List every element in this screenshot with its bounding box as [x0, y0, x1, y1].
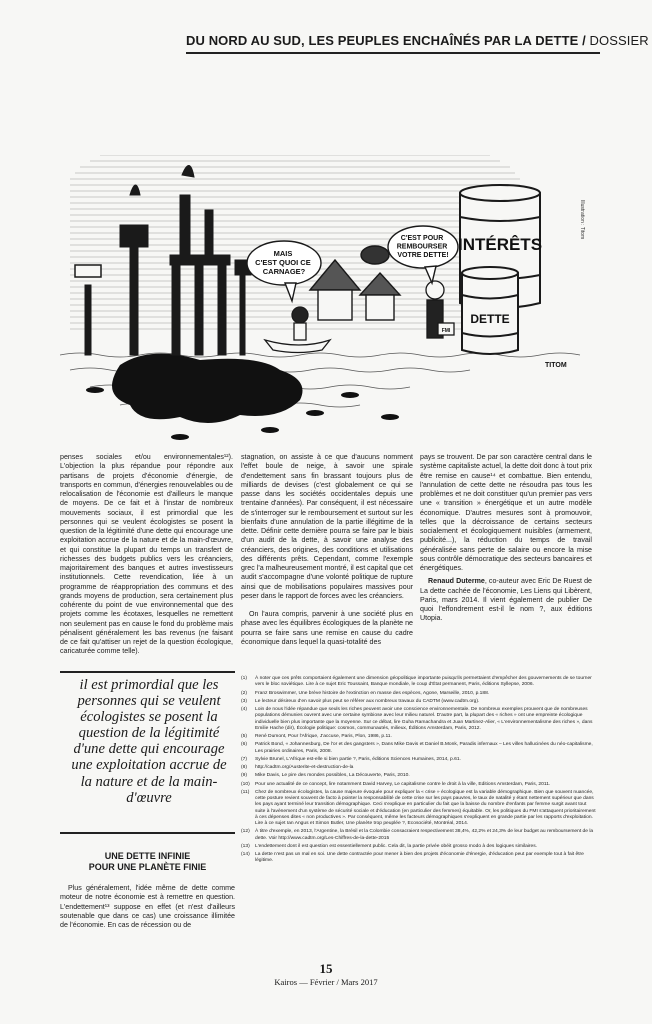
footnote: (6) Patrick Bond, « Johannesburg, De l'or et des gangsters », Dans Mike Davis et Daniel B.Monk, Paradis infernaux – Les villes hallucinées du néo-capitalisme, Les prairies ordinaires, Paris, 2008. [241, 742, 593, 754]
subheading-line-1: UNE DETTE INFINIE [104, 851, 191, 861]
footnotes [241, 676, 596, 867]
pullquote-rule-top [60, 671, 235, 673]
paragraph: Plus généralement, l'idée même de dette comme moteur de notre économie est à remettre en question. L'endettement¹³ suppose en effet (et n'est d'ailleurs soutenable que dans ce cas) une croissance illimitée de l'économie. En cas de récession ou de [60, 884, 235, 929]
article-column-2 [241, 453, 413, 647]
subheading-line-2: POUR UNE PLANÈTE FINIE [88, 862, 207, 872]
article-column-3 [420, 453, 592, 624]
illustration-credit: Illustration : Titom [579, 200, 585, 240]
header-section: DOSSIER [589, 33, 649, 48]
footnote: (8) http://cadtm.org/Austerite-et-destruction-de-la [241, 765, 354, 771]
paragraph: stagnation, on assiste à ce que d'aucuns nomment l'effet boule de neige, à savoir une spirale d'endettement sans fin brassant toujours plus de milliards de devises (c'est globalement ce qui se passe dans les sociétés occidentales depuis une trentaine d'années). Par conséquent, il est nécessaire de s'interroger sur le remboursement et surtout sur les bienfaits d'une annulation de la partie illégitime de la dette. Définir cette dernière pourra se faire par le biais d'un audit de la dette, à savoir une analyse des créanciers, des origines, des conditions et utilisations des différents prêts. Cependant, comme l'exemple grec l'a malheureusement montré, il est capital que cet audit s'accompagne d'une volonté politique de rupture ainsi que de mobilisations populaires massives pour peser dans le rapport de forces avec les créanciers. [241, 453, 413, 600]
page-footer: Kairos — Février / Mars 2017 [274, 977, 378, 987]
cartoon-illustration [60, 155, 590, 445]
author-signature [420, 577, 592, 623]
footnote: (1) À noter que ces prêts comportaient également une dimension géopolitique importante puisqu'ils permettaient d'empêcher des gouvernements de se tourner vers le bloc soviétique. Lire à ce sujet Eric Toussaint, Banque mondiale, le coup d'État permanent, Paris, éditions Syllepse, 2006. [241, 676, 592, 688]
author-name: Renaud Duterme [428, 577, 485, 586]
footnote: (10) Pour une actualité de ce concept, lire notamment David Harvey, Le capitalisme contre le droit à la ville, Editions Amsterdam, Paris, 2011. [241, 781, 551, 787]
paragraph: pays se trouvent. De par son caractère central dans le système capitaliste actuel, la dette doit donc à tout prix être remise en cause¹⁴ et combattue. Bien entendu, l'annulation de cette dette ne résoudra pas tous les problèmes et ne doit constituer qu'un premier pas vers une « transition » énergétique et un autre modèle économique. D'autres mesures sont à promouvoir, telles que la décroissance de certains secteurs socialement et écologiquement nuisibles (armement, publicité...), la réduction du temps de travail généralisée sans perte de salaire ou encore la mise sous contrôle démocratique des secteurs bancaires et énergétiques. [420, 453, 592, 572]
paragraph: penses sociales et/ou environnementales¹²). L'objection la plus répandue pour répondre aux partisans de projets d'économie d'énergie, de transports en commun, d'énergies renouvelables ou de relocalisation de l'économie est d'ailleurs le manque de moyens. De ce fait et à l'instar de nombreux mouvements sociaux, il est primordial que les personnes qui se veulent écologistes se posent la question de la légitimité d'une dette qui encourage une exploitation accrue de la nature et de la main-d'œuvre, et qui constitue la plupart du temps un transfert de richesses des budgets publics vers les créanciers, majoritairement des banques et autres investisseurs institutionnels. Cette revendication, liée à un programme de réappropriation des communs et des grands moyens de production, sera certainement plus cohérente du point de vue environnemental que des projets comme les écotaxes, lesquelles ne remettent non seulement pas en cause le fond du problème mais pénalisent généralement les bas revenus (ne faisant de ce fait qu'attiser un rejet de la question écologique, caricaturée comme telle). [60, 453, 233, 656]
pullquote: il est primordial que les personnes qui se veulent écologistes se posent la question de la légitimité d'une dette qui encourage une exploitation accrue de la nature et de la main-d'œuvre [71, 677, 227, 806]
footnote: (2) Franz Broswimmer, Une brève histoire de l'extinction en masse des espèces, Agone, Marseille, 2010, p.188. [241, 690, 490, 696]
header-separator: / [578, 33, 590, 48]
section-subheading [60, 851, 235, 873]
article-column-1-continued [60, 884, 235, 930]
paragraph: On l'aura compris, parvenir à une société plus en phase avec les équilibres écologiques de la planète ne pourra se faire sans une remise en cause du cadre économique dans lequel la quasi-totalité des [241, 610, 413, 646]
header-rule [186, 52, 600, 54]
footnote: (7) Sylvie Brunel, L'Afrique est-elle si bien partie ?, Paris, éditions Sciences Humaines, 2014, p.61. [241, 756, 461, 762]
page-number: 15 [319, 961, 333, 976]
footnote: (13) L'endettement dont il est question est essentiellement public. Cela dit, la partie privée obéit grosso modo à des logiques similaires. [241, 843, 538, 849]
barrel-dette-label: DETTE [470, 312, 510, 326]
oil-rigs [75, 165, 251, 355]
barrel-interets-label: INTÉRÊTS [457, 235, 543, 254]
running-header [186, 33, 649, 48]
artist-signature: TITOM [545, 362, 567, 369]
footnote: (12) À titre d'exemple, en 2013, l'Argentine, la Brésil et la Colombie consacraient respectivement 38,4%, 42,2% et 24,3% de leur budget au remboursement de la dette. Voir http://www.cadtm.org/Les-Chiffres-de-la-dette-2015 [241, 829, 594, 841]
speech-bubble-right-text: C'EST POUR REMBOURSER VOTRE DETTE! [396, 235, 449, 259]
fmi-bag-label: FMI [441, 328, 451, 334]
barrel-dette [462, 267, 518, 354]
author-bio: , co-auteur avec Eric De Ruest de La dette cachée de l'économie, Les Liens qui Libèrent, Paris, mars 2014. Il vient également de publier De quoi l'effondrement est-il le nom ?, aux éditions Utopia. [420, 577, 592, 623]
header-title: DU NORD AU SUD, LES PEUPLES ENCHAÎNÉS PAR LA DETTE [186, 33, 579, 48]
footnote: (3) Le lecteur désireux d'en savoir plus peut se référer aux nombreux travaux du CADTM (www.cadtm.org). [241, 698, 480, 704]
oil-spill [112, 354, 303, 423]
footnote: (11) Chez de nombreux écologistes, la cause majeure évoquée pour expliquer la « crise » écologique est la variable démographique. Bien que souvent nuancée, cette posture revient souvent de facto à pointer la responsabilité de cette crise sur les pays pauvres, le taux de natalité y étant nettement supérieur que dans les pays ayant terminé leur transition démographique. Ceci s'explique en particulier du fait que la baisse du nombre d'enfants par femme surgit avant tout suite à l'avènement d'un système de sécurité sociale et d'éducation (en particulier des femmes) équitable. Or, les politiques du FMI s'attaquent prioritairement à ces dépenses dites « non productives ». Par conséquent, même les facteurs démographiques s'expliquent en grande partie par les rapports d'exploitation. Lire à ce sujet Ian Angus et Simon Butler, Une planète trop peuplée ?, Ecosociété, Montréal, 2014. [241, 789, 596, 826]
article-column-1 [60, 453, 233, 657]
pullquote-rule-bottom [60, 832, 235, 834]
footnote: (14) La dette n'est pas un mal en soi. Une dette contractée pour mener à bien des projets d'économie d'énergie, d'éducation peut par exemple tout à fait être légitime. [241, 852, 584, 864]
footnote: (5) René Dumont, Pour l'Afrique, J'accuse, Paris, Plon, 1986, p.11. [241, 734, 392, 739]
footnote: (4) Loin de nous l'idée répandue que seuls les riches peuvent avoir une conscience environnementale. De nombreux exemples prouvent que de nombreuses populations démunies ouvrent avec une certaine symbiose avec leur milieu naturel. D'autre part, la plupart des « riches » ont une empreinte écologique individuelle bien plus importante que la moyenne. Sur ce débat, lire Guha Ramachandra et Juan Martinez-Alier, « L'environnementalisme des riches », dans Emilie Hache (dir), Écologie politique: cosmos, communautés, milieux, Éditions Amsterdam, Paris, 2012. [241, 707, 593, 731]
speech-bubble-left-text: MAIS C'EST QUOI CE CARNAGE? [255, 249, 311, 276]
footnote: (9) Mike Davis, Le pire des mondes possibles, La Découverte, Paris, 2010. [241, 773, 410, 779]
